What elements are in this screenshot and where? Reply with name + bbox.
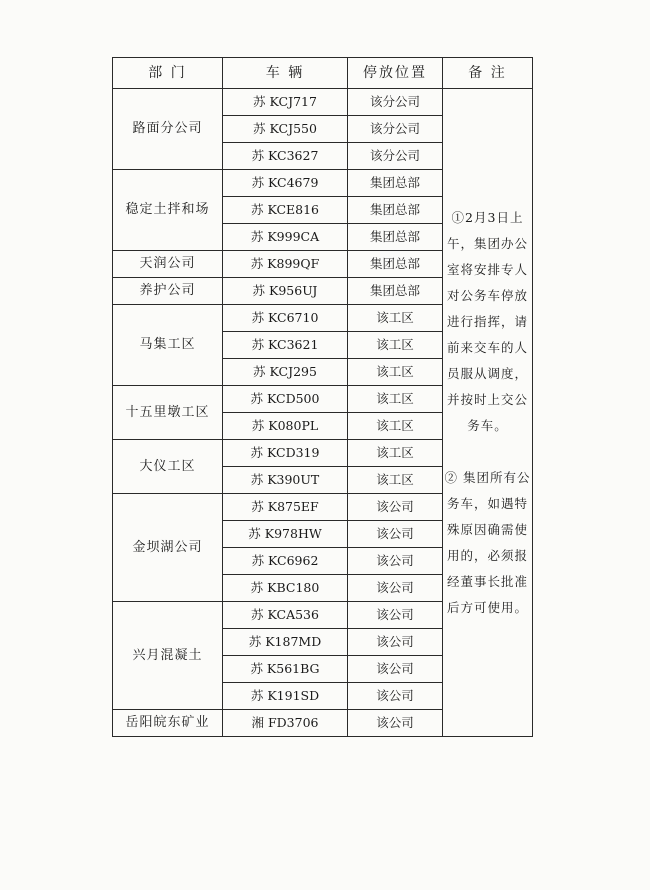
- plate-cell: 苏 KCJ295: [223, 359, 348, 386]
- location-cell: 该公司: [348, 548, 443, 575]
- plate-cell: 苏 K561BG: [223, 656, 348, 683]
- location-cell: 该分公司: [348, 116, 443, 143]
- plate-cell: 苏 KC3627: [223, 143, 348, 170]
- plate-cell: 苏 K187MD: [223, 629, 348, 656]
- plate-cell: 湘 FD3706: [223, 710, 348, 737]
- dept-cell: 稳定土拌和场: [113, 170, 223, 251]
- vehicle-parking-table: [112, 57, 533, 737]
- location-cell: 该工区: [348, 467, 443, 494]
- location-cell: 该公司: [348, 602, 443, 629]
- remark-paragraph: ①2月3日上午，集团办公室将安排专人对公务车停放进行指挥，请前来交车的人员服从调度，并按时上交公务车。: [446, 209, 528, 433]
- remark-spacer: [443, 439, 532, 465]
- plate-cell: 苏 KC6962: [223, 548, 348, 575]
- dept-cell: 路面分公司: [113, 89, 223, 170]
- plate-cell: 苏 K191SD: [223, 683, 348, 710]
- table-header-row: [113, 58, 533, 89]
- plate-cell: 苏 KC6710: [223, 305, 348, 332]
- location-cell: 该分公司: [348, 143, 443, 170]
- header-vehicle: 车 辆: [223, 58, 348, 89]
- location-cell: 该工区: [348, 440, 443, 467]
- location-cell: 该公司: [348, 629, 443, 656]
- plate-cell: 苏 K899QF: [223, 251, 348, 278]
- location-cell: 该公司: [348, 656, 443, 683]
- dept-cell: 岳阳皖东矿业: [113, 710, 223, 737]
- plate-cell: 苏 KCD319: [223, 440, 348, 467]
- header-remark: 备 注: [443, 58, 533, 89]
- location-cell: 该工区: [348, 386, 443, 413]
- header-location: 停放位置: [348, 58, 443, 89]
- location-cell: 集团总部: [348, 224, 443, 251]
- location-cell: 集团总部: [348, 278, 443, 305]
- plate-cell: 苏 KCA536: [223, 602, 348, 629]
- remark-paragraph: ② 集团所有公务车，如遇特殊原因确需使用的，必须报经董事长批准后方可使用。: [444, 469, 531, 615]
- header-dept: 部 门: [113, 58, 223, 89]
- plate-cell: 苏 K956UJ: [223, 278, 348, 305]
- location-cell: 该工区: [348, 413, 443, 440]
- dept-cell: 天润公司: [113, 251, 223, 278]
- location-cell: 集团总部: [348, 170, 443, 197]
- location-cell: 该工区: [348, 305, 443, 332]
- location-cell: 该公司: [348, 683, 443, 710]
- plate-cell: 苏 KCJ717: [223, 89, 348, 116]
- plate-cell: 苏 K978HW: [223, 521, 348, 548]
- location-cell: 该公司: [348, 521, 443, 548]
- plate-cell: 苏 KC4679: [223, 170, 348, 197]
- location-cell: 该工区: [348, 332, 443, 359]
- dept-cell: 兴月混凝土: [113, 602, 223, 710]
- dept-cell: 大仪工区: [113, 440, 223, 494]
- plate-cell: 苏 KCD500: [223, 386, 348, 413]
- remarks-cell: [443, 89, 533, 737]
- dept-cell: 十五里墩工区: [113, 386, 223, 440]
- plate-cell: 苏 KC3621: [223, 332, 348, 359]
- location-cell: 该公司: [348, 710, 443, 737]
- plate-cell: 苏 K390UT: [223, 467, 348, 494]
- plate-cell: 苏 K999CA: [223, 224, 348, 251]
- location-cell: 该工区: [348, 359, 443, 386]
- dept-cell: 金坝湖公司: [113, 494, 223, 602]
- dept-cell: 马集工区: [113, 305, 223, 386]
- location-cell: 该公司: [348, 494, 443, 521]
- location-cell: 集团总部: [348, 197, 443, 224]
- plate-cell: 苏 KCE816: [223, 197, 348, 224]
- table-body: [113, 89, 533, 737]
- dept-cell: 养护公司: [113, 278, 223, 305]
- location-cell: 集团总部: [348, 251, 443, 278]
- plate-cell: 苏 KCJ550: [223, 116, 348, 143]
- plate-cell: 苏 K080PL: [223, 413, 348, 440]
- location-cell: 该分公司: [348, 89, 443, 116]
- location-cell: 该公司: [348, 575, 443, 602]
- plate-cell: 苏 K875EF: [223, 494, 348, 521]
- plate-cell: 苏 KBC180: [223, 575, 348, 602]
- table-row: [113, 89, 533, 116]
